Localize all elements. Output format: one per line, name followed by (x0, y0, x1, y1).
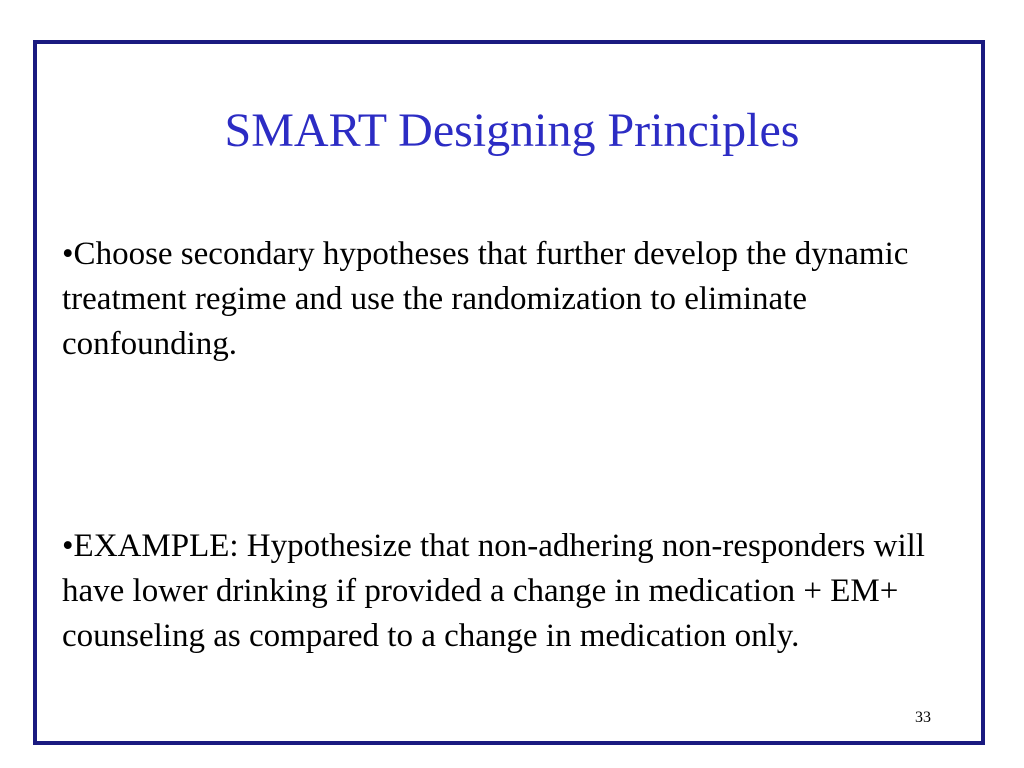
bullet-example: •EXAMPLE: Hypothesize that non-adhering non-responders will have lower drinking if provided a change in medication + EM+ counseling as compared to a change in medication only. (62, 528, 925, 654)
slide-title: SMART Designing Principles (224, 104, 800, 157)
page-number: 33 (915, 709, 931, 726)
bullet-secondary-hypotheses: •Choose secondary hypotheses that further develop the dynamic treatment regime and use the randomization to eliminate confounding. (62, 236, 909, 362)
